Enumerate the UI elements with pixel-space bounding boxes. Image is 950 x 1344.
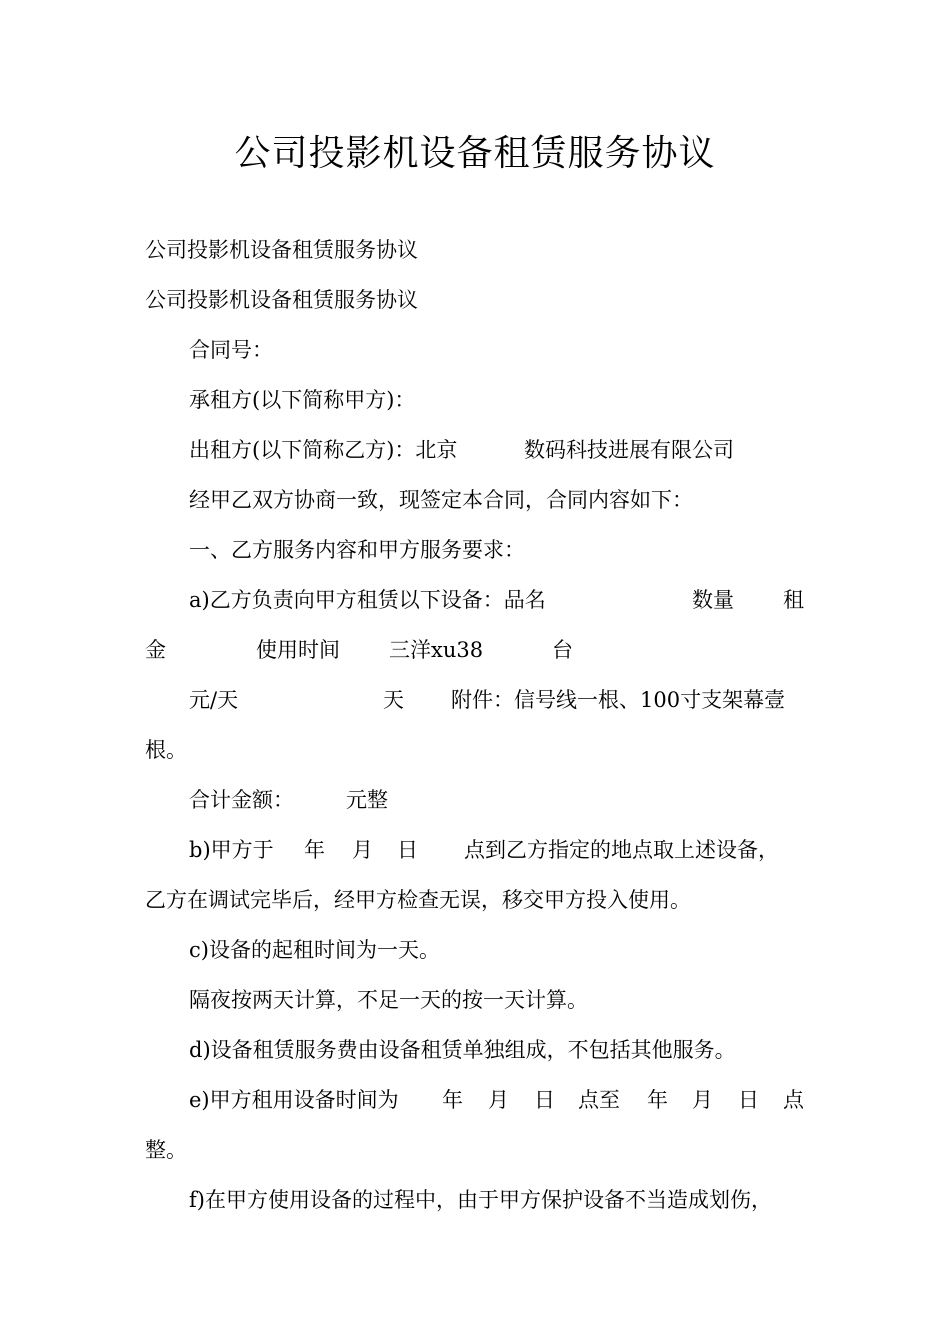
clause-e-year-2: 年 (647, 1088, 668, 1112)
lessee-label: 承租方(以下简称甲方)： (189, 388, 416, 412)
clause-e-month-2: 月 (692, 1088, 713, 1112)
clause-c-line-1: c)设备的起租时间为一天。 (189, 938, 440, 962)
contract-number-label: 合同号： (189, 338, 273, 362)
clause-e-prefix: e)甲方租用设备时间为 (189, 1088, 399, 1112)
clause-a-usage-time-header: 使用时间 (256, 638, 340, 662)
clause-b-rest: 点到乙方指定的地点取上述设备， (464, 838, 779, 862)
clause-d: d)设备租赁服务费由设备租赁单独组成，不包括其他服务。 (189, 1038, 736, 1062)
clause-e-day-1: 日 (534, 1088, 555, 1112)
total-amount-label: 合计金额： (189, 788, 294, 812)
intro-paragraph: 经甲乙双方协商一致，现签定本合同，合同内容如下： (189, 488, 693, 512)
clause-a-item-unit: 台 (552, 638, 573, 662)
document-title: 公司投影机设备租赁服务协议 (234, 133, 716, 174)
lessor-label: 出租方(以下简称乙方)：北京 (189, 438, 458, 462)
section-1-heading: 一、乙方服务内容和甲方服务要求： (189, 538, 525, 562)
clause-b-line-2: 乙方在调试完毕后，经甲方检查无误，移交甲方投入使用。 (145, 888, 691, 912)
clause-a-item-name: 三洋xu38 (389, 638, 484, 662)
clause-a-quantity-header: 数量 (692, 588, 734, 612)
clause-b-day: 日 (397, 838, 418, 862)
clause-a-accessories-end: 根。 (145, 738, 187, 762)
clause-e-hour-2: 点 (783, 1088, 804, 1112)
heading-line-2: 公司投影机设备租赁服务协议 (145, 288, 418, 312)
clause-a-rent-header-1: 租 (783, 588, 804, 612)
clause-e-year-1: 年 (442, 1088, 463, 1112)
clause-a-rent-unit: 元/天 (189, 688, 239, 712)
clause-b-prefix: b)甲方于 (189, 838, 274, 862)
clause-c-line-2: 隔夜按两天计算，不足一天的按一天计算。 (189, 988, 588, 1012)
clause-e-hour-to: 点至 (578, 1088, 620, 1112)
clause-b-year: 年 (304, 838, 325, 862)
total-amount-unit: 元整 (346, 788, 388, 812)
heading-line-1: 公司投影机设备租赁服务协议 (145, 238, 418, 262)
clause-b-month: 月 (352, 838, 373, 862)
clause-a-accessories: 附件：信号线一根、100寸支架幕壹 (451, 688, 786, 712)
clause-e-day-2: 日 (738, 1088, 759, 1112)
clause-a-rent-header-2: 金 (145, 638, 166, 662)
clause-a-time-unit: 天 (383, 688, 404, 712)
clause-e-month-1: 月 (488, 1088, 509, 1112)
clause-e-line-2: 整。 (145, 1138, 187, 1162)
lessor-company: 数码科技进展有限公司 (524, 438, 734, 462)
clause-f: f)在甲方使用设备的过程中，由于甲方保护设备不当造成划伤， (189, 1188, 772, 1212)
clause-a-text: a)乙方负责向甲方租赁以下设备：品名 (189, 588, 546, 612)
